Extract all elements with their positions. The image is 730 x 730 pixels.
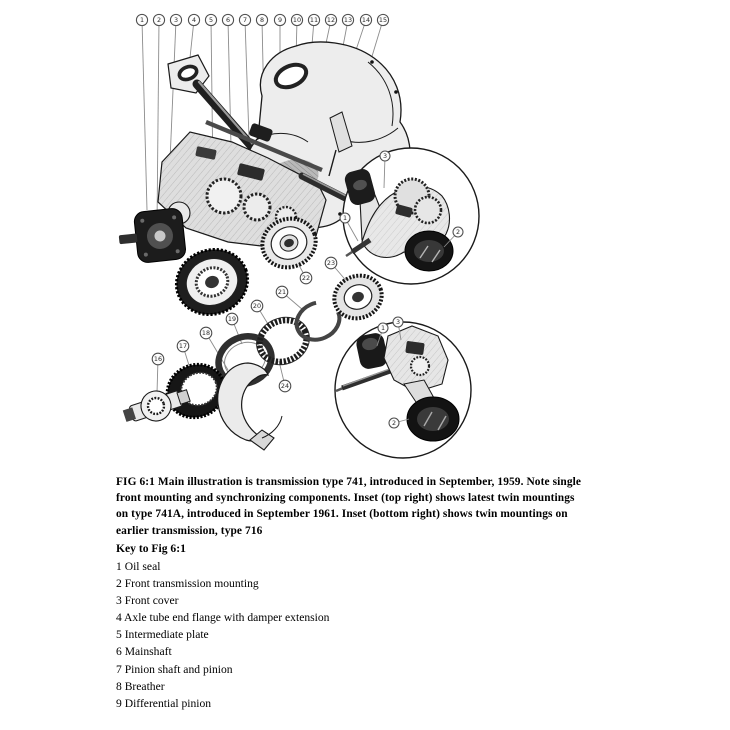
- callout-number: 18: [201, 329, 211, 337]
- key-item: 7 Pinion shaft and pinion: [116, 662, 233, 676]
- callout-number: 11: [309, 16, 319, 24]
- callout-number: 1: [380, 324, 386, 332]
- key-item: 3 Front cover: [116, 594, 179, 608]
- inset-bottom-right: [335, 322, 471, 458]
- key-item: 4 Axle tube end flange with damper extension: [116, 611, 330, 625]
- callout-number: 10: [292, 16, 302, 24]
- callout-number: 19: [227, 315, 237, 323]
- key-item: 8 Breather: [116, 679, 165, 693]
- callout-number: 8: [259, 16, 265, 24]
- key-title: Key to Fig 6:1: [116, 542, 186, 555]
- inset-top-right: [343, 148, 479, 284]
- selector-fork: [218, 363, 282, 450]
- callout-number: 14: [361, 16, 371, 24]
- callout-number: 6: [225, 16, 231, 24]
- callout-number: 7: [242, 16, 248, 24]
- callout-number: 1: [139, 16, 145, 24]
- callout-number: 24: [280, 382, 290, 390]
- callout-number: 20: [252, 302, 262, 310]
- callout-number: 17: [178, 342, 188, 350]
- caption-line: FIG 6:1 Main illustration is transmission type 741, introduced in September, 1959. Note single: [116, 476, 582, 488]
- figure-caption: [116, 474, 581, 539]
- leader-line: [142, 20, 147, 210]
- callout-number: 5: [208, 16, 214, 24]
- callout-number: 1: [342, 214, 348, 222]
- callout-number: 2: [455, 228, 461, 236]
- callout-number: 23: [326, 259, 336, 267]
- callout-number: 12: [326, 16, 336, 24]
- callout-number: 3: [382, 152, 388, 160]
- callout-number: 3: [173, 16, 179, 24]
- callout-number: 13: [343, 16, 353, 24]
- callout-number: 22: [301, 274, 311, 282]
- callout-number: 21: [277, 288, 287, 296]
- key-item: 2 Front transmission mounting: [116, 577, 259, 591]
- callout-number: 4: [191, 16, 197, 24]
- internal-gear: [207, 179, 241, 213]
- input-shaft-stub: [119, 233, 138, 244]
- key-item: 9 Differential pinion: [116, 696, 212, 710]
- internal-gear: [244, 194, 270, 220]
- key-item: 1 Oil seal: [116, 560, 161, 573]
- inset-gear: [411, 357, 429, 375]
- callout-number: 16: [153, 355, 163, 363]
- key-item: 6 Mainshaft: [116, 645, 172, 659]
- key-item: 5 Intermediate plate: [116, 628, 209, 642]
- caption-line: earlier transmission, type 716: [116, 524, 263, 537]
- callout-number: 2: [156, 16, 162, 24]
- caption-line: front mounting and synchronizing components. Inset (top right) shows latest twin mountings: [116, 492, 575, 505]
- callout-number: 9: [277, 16, 283, 24]
- callout-number: 15: [378, 16, 388, 24]
- callout-number: 2: [391, 419, 397, 427]
- caption-line: on type 741A, introduced in September 1961. Inset (bottom right) shows twin mountings on: [116, 508, 568, 521]
- callout-number: 3: [395, 318, 401, 326]
- inset-gear: [415, 197, 441, 223]
- front-transmission-mounting: [117, 208, 187, 266]
- key-list: [116, 558, 329, 712]
- pinion-gear: [328, 269, 387, 325]
